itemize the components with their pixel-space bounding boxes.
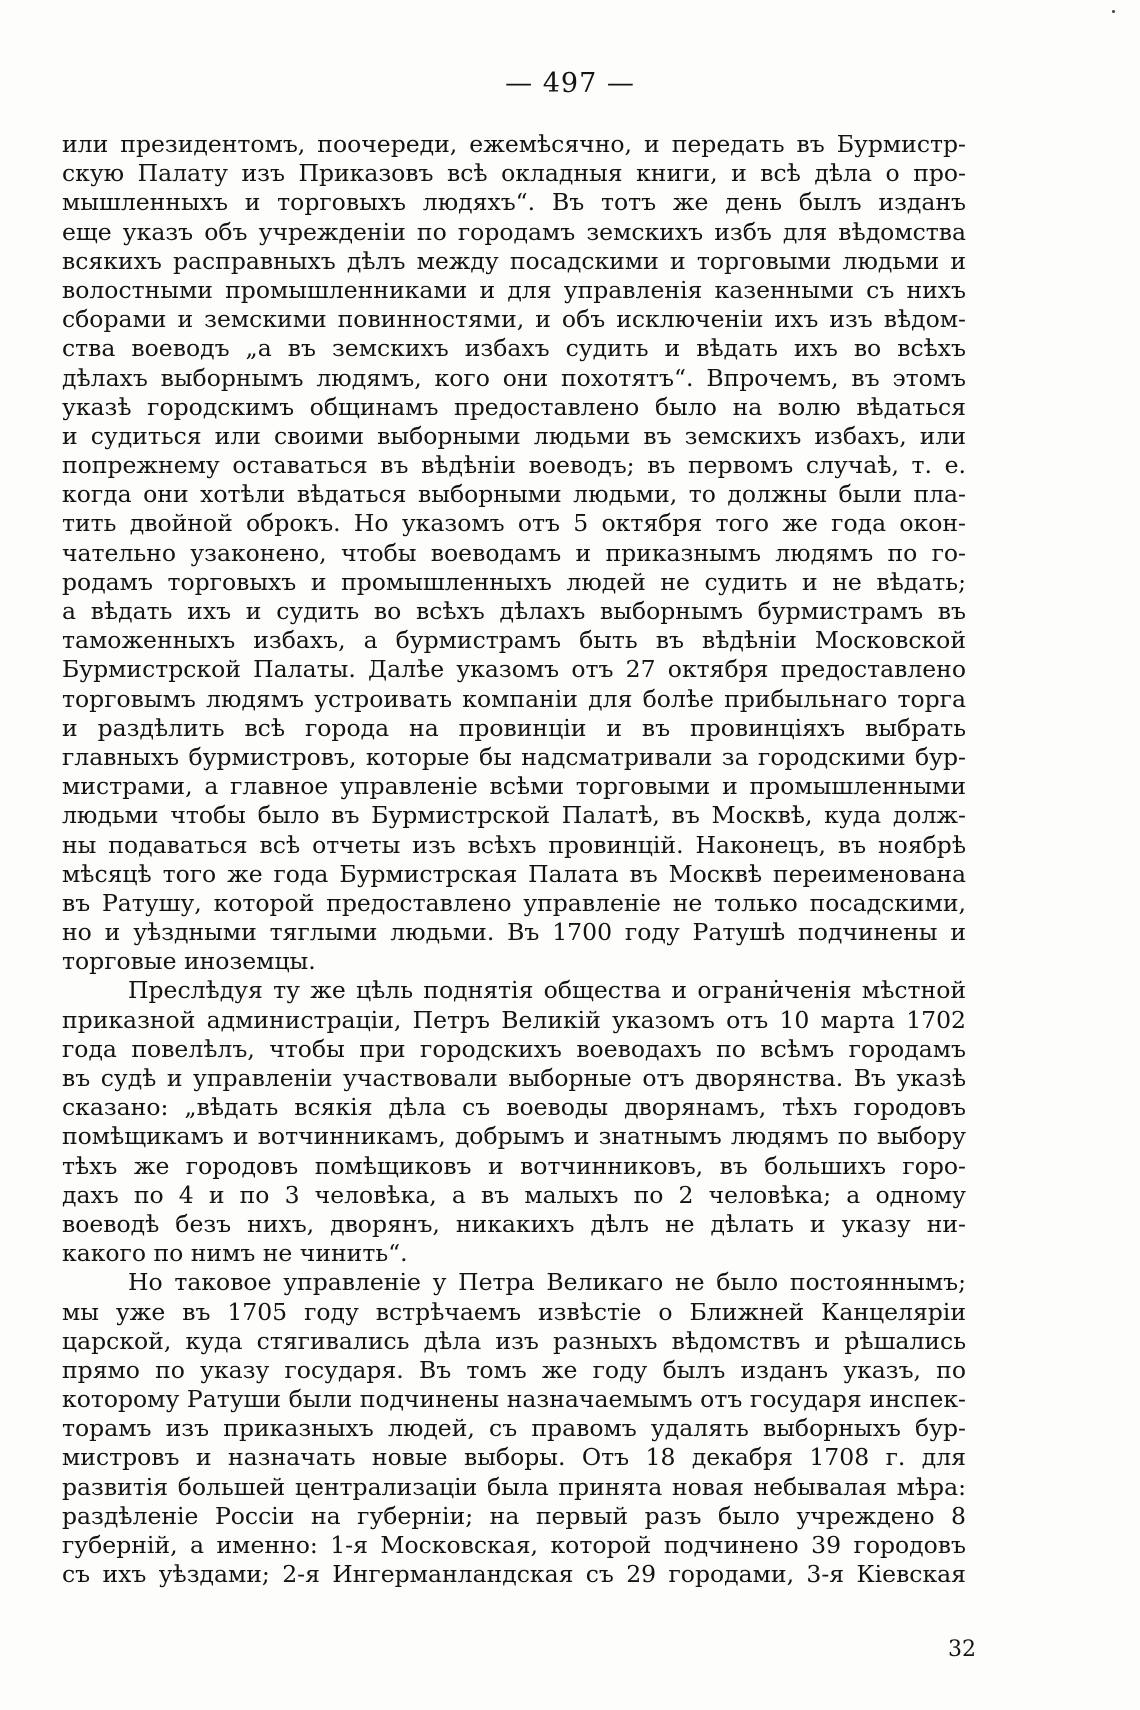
text-line-4: еще указъ объ учрежденіи по городамъ земскихъ избъ для вѣдомства [62, 217, 966, 246]
scan-speck [1112, 10, 1115, 13]
text-line-20: торговымъ людямъ устроивать компаніи для болѣе прибыльнаго торга [62, 684, 966, 713]
text-line-44: которому Ратуши были подчинены назначаемымъ отъ государя инспек- [62, 1385, 966, 1414]
text-line-30: Преслѣдуя ту же цѣль поднятія общества и ограни̇ченія мѣстной [128, 976, 966, 1005]
text-line-28: но и уѣздными тяглыми людьми. Въ 1700 году Ратушѣ подчинены и [62, 918, 966, 947]
text-line-31: приказной администраціи, Петръ Великій указомъ отъ 10 марта 1702 [62, 1005, 966, 1034]
text-line-41: мы уже въ 1705 году встрѣчаемъ извѣстіе о Ближней Канцеляріи [62, 1297, 966, 1326]
text-line-48: раздѣленіе Россіи на губерніи; на первый разъ было учреждено 8 [62, 1501, 966, 1530]
text-line-3: мышленныхъ и торговыхъ людяхъ“. Въ тотъ же день былъ изданъ [62, 188, 966, 217]
text-line-13: когда они хотѣли вѣдаться выборными людьми, то должны были пла- [62, 480, 966, 509]
text-line-23: мистрами, а главное управленіе всѣми торговыми и промышленными [62, 772, 966, 801]
text-line-25: ны подаваться всѣ отчеты изъ всѣхъ провинцій. Наконецъ, въ ноябрѣ [62, 830, 966, 859]
text-line-37: дахъ по 4 и по 3 человѣка, а въ малыхъ по 2 человѣка; а одному [62, 1180, 966, 1209]
text-line-6: волостными промышленниками и для управленія казенными съ нихъ [62, 275, 966, 304]
text-line-12: попрежнему оставаться въ вѣдѣніи воеводъ; въ первомъ случаѣ, т. е. [62, 451, 966, 480]
text-line-49: губерній, а именно: 1-я Московская, которой подчинено 39 городовъ [62, 1531, 966, 1559]
text-line-38: воеводѣ безъ нихъ, дворянъ, никакихъ дѣлъ не дѣлать и указу ни- [62, 1209, 966, 1238]
text-line-26: мѣсяцѣ того же года Бурмистрская Палата въ Москвѣ переименована [62, 859, 966, 888]
text-line-10: указѣ городскимъ общинамъ предоставлено было на волю вѣдаться [62, 392, 966, 421]
text-line-36: тѣхъ же городовъ помѣщиковъ и вотчинниковъ, въ большихъ горо- [62, 1151, 966, 1180]
text-line-45: торамъ изъ приказныхъ людей, съ правомъ удалять выборныхъ бур- [62, 1414, 966, 1443]
text-line-42: царской, куда стягивались дѣла изъ разныхъ вѣдомствъ и рѣшались [62, 1326, 966, 1355]
text-line-14: тить двойной оброкъ. Но указомъ отъ 5 октября того же года окон- [62, 509, 966, 538]
text-line-19: Бурмистрской Палаты. Далѣе указомъ отъ 27 октября предоставлено [62, 655, 966, 684]
text-line-21: и раздѣлить всѣ города на провинціи и въ провинціяхъ выбрать [62, 713, 966, 742]
text-line-22: главныхъ бурмистровъ, которые бы надсматривали за городскими бур- [62, 742, 966, 771]
text-line-39: какого по нимъ не чинить“. [62, 1239, 408, 1268]
text-line-32: года повелѣлъ, чтобы при городскихъ воеводахъ по всѣмъ городамъ [62, 1034, 966, 1063]
text-line-15: чательно узаконено, чтобы воеводамъ и приказнымъ людямъ по го- [62, 538, 966, 567]
text-line-5: всякихъ расправныхъ дѣлъ между посадскими и торговыми людьми и [62, 246, 966, 275]
text-line-29: торговые иноземцы. [62, 947, 316, 976]
text-line-1: или президентомъ, поочереди, ежемѣсячно, и передать въ Бурмистр- [62, 130, 966, 158]
body-text [62, 130, 966, 1589]
text-line-2: скую Палату изъ Приказовъ всѣ окладныя книги, и всѣ дѣла о про- [62, 159, 966, 188]
text-line-34: сказано: „вѣдать всякія дѣла съ воеводы дворянамъ, тѣхъ городовъ [62, 1093, 966, 1122]
text-line-16: родамъ торговыхъ и промышленныхъ людей не судить и не вѣдать; [62, 567, 966, 596]
text-line-7: сборами и земскими повинностями, и объ исключеніи ихъ изъ вѣдом- [62, 305, 966, 334]
text-line-47: развитія большей централизаціи была принята новая небывалая мѣра: [62, 1472, 966, 1501]
text-line-8: ства воеводъ „а въ земскихъ избахъ судить и вѣдать ихъ во всѣхъ [62, 334, 966, 363]
text-line-11: и судиться или своими выборными людьми въ земскихъ избахъ, или [62, 421, 966, 450]
text-line-24: людьми чтобы было въ Бурмистрской Палатѣ, въ Москвѣ, куда долж- [62, 801, 966, 830]
text-line-46: мистровъ и назначать новые выборы. Отъ 18 декабря 1708 г. для [62, 1443, 966, 1472]
text-line-18: таможенныхъ избахъ, а бурмистрамъ быть въ вѣдѣніи Московской [62, 626, 966, 655]
text-line-50: съ ихъ уѣздами; 2-я Ингерманландская съ 29 городами, 3-я Кіевская [62, 1560, 966, 1589]
text-line-43: прямо по указу государя. Въ томъ же году былъ изданъ указъ, по [62, 1355, 966, 1384]
text-line-35: помѣщикамъ и вотчинникамъ, добрымъ и знатнымъ людямъ по выбору [62, 1122, 966, 1151]
page-number: — 497 — [505, 68, 635, 99]
text-line-40: Но таковое управленіе у Петра Великаго не было постояннымъ; [128, 1268, 966, 1297]
text-line-17: а вѣдать ихъ и судить во всѣхъ дѣлахъ выборнымъ бурмистрамъ въ [62, 597, 966, 625]
text-line-9: дѣлахъ выборнымъ людямъ, кого они похотятъ“. Впрочемъ, въ этомъ [62, 363, 966, 392]
text-line-27: въ Ратушу, которой предоставлено управленіе не только посадскими, [62, 888, 966, 917]
signature-mark: 32 [948, 1637, 976, 1662]
text-line-33: въ судѣ и управленіи участвовали выборные отъ дворянства. Въ указѣ [62, 1064, 966, 1092]
